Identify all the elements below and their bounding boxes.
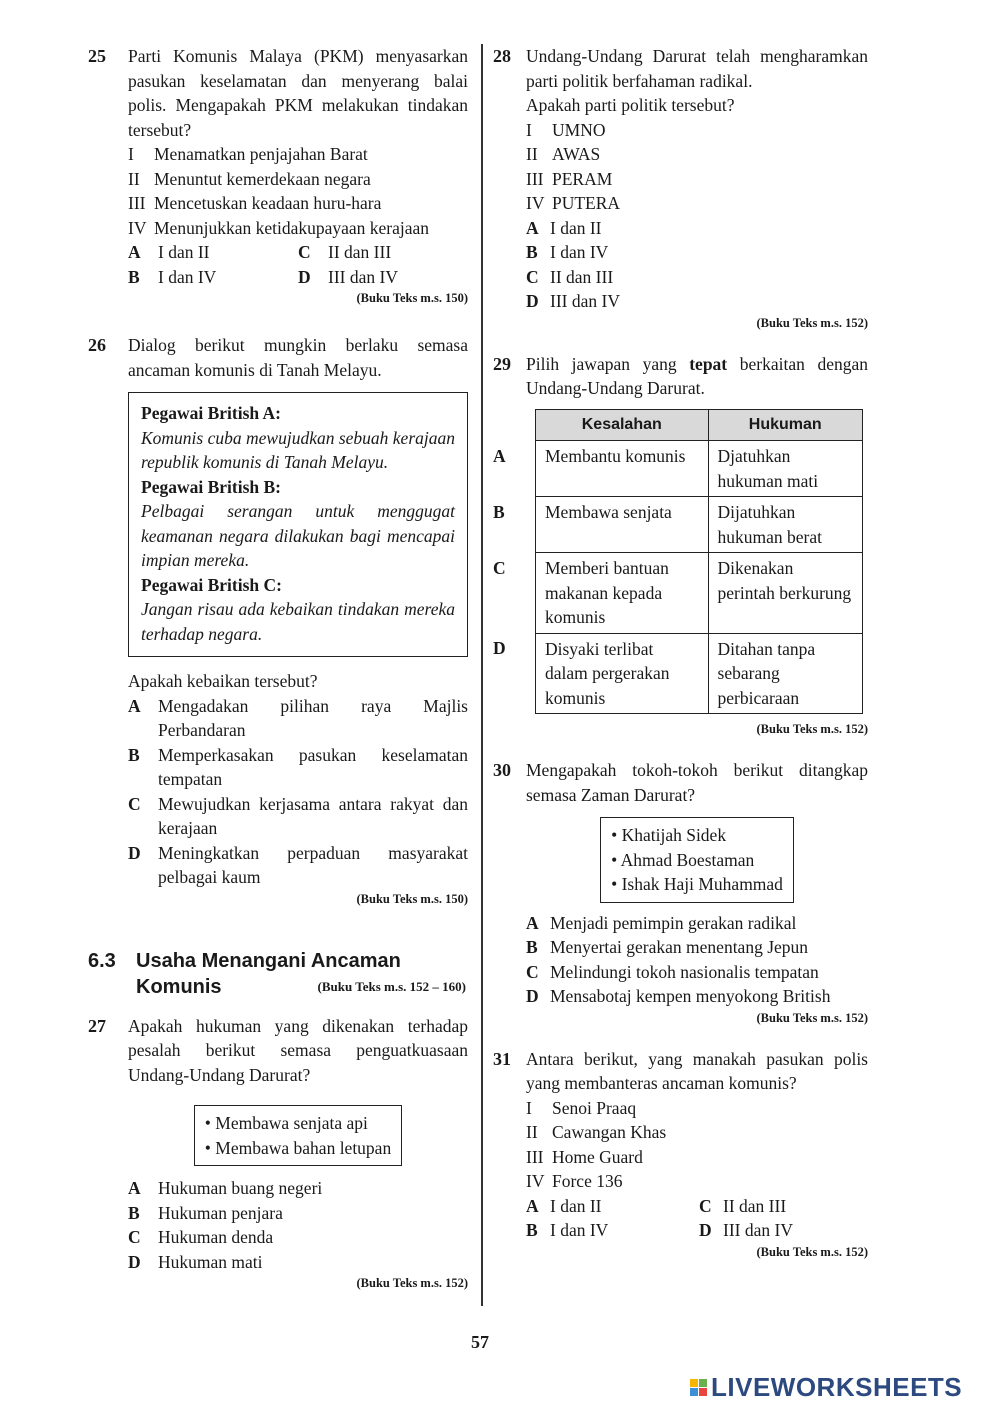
option-b[interactable]: B Memperkasakan pasukan keselamatan tempatan [128, 744, 468, 789]
question-text: Undang-Undang Darurat telah mengharamkan parti politik berfahaman radikal. [526, 46, 868, 91]
bullet-box-wrap [128, 1105, 468, 1166]
statement-item: II AWAS [526, 144, 601, 164]
statement-item: II Menuntut kemerdekaan negara [128, 168, 371, 189]
table-row[interactable]: D Disyaki terlibat dalam pergerakan komunis Ditahan tanpa sebarang perbicaraan [493, 633, 863, 714]
textbook-reference: (Buku Teks m.s. 152) [756, 315, 868, 330]
option-b[interactable]: B Menyertai gerakan menentang Jepun [526, 937, 809, 957]
statement-item: III PERAM [526, 168, 613, 189]
option-b[interactable]: B I dan IV [526, 1220, 609, 1240]
section-number: 6.3 [88, 949, 116, 972]
option-a[interactable]: A Menjadi pemimpin gerakan radikal [526, 912, 797, 933]
option-c[interactable]: C Melindungi tokoh nasionalis tempatan [526, 961, 819, 982]
statement-list [526, 1096, 868, 1194]
right-column [493, 44, 868, 1261]
statement-item: IV Menunjukkan ketidakupayaan kerajaan [128, 217, 430, 238]
brand-name: LIVEWORKSHEETS [711, 1372, 963, 1402]
section-title: Usaha Menangani Ancaman Komunis [136, 949, 401, 998]
option-a[interactable]: A I dan II [526, 217, 602, 238]
dialog-box [128, 392, 468, 657]
bullet-box [600, 817, 794, 903]
option-d[interactable]: D III dan IV [298, 266, 398, 287]
section-reference: (Buku Teks m.s. 152 – 160) [317, 978, 466, 994]
question-number: 26 [88, 335, 106, 355]
question-29 [493, 352, 868, 401]
question-text: Pilih jawapan yang tepat berkaitan dengan Undang-Undang Darurat. [526, 353, 869, 398]
textbook-reference: (Buku Teks m.s. 152) [756, 1244, 868, 1259]
option-d[interactable]: D Hukuman mati [128, 1251, 263, 1272]
option-b[interactable]: B I dan IV [526, 242, 609, 262]
option-b[interactable]: B I dan IV [128, 266, 217, 287]
table-row[interactable]: B Membawa senjata Dijatuhkan hukuman berat [493, 497, 863, 553]
option-c[interactable]: C II dan III [526, 266, 614, 287]
question-27 [88, 1014, 468, 1293]
column-divider [481, 44, 483, 1306]
question-number: 25 [88, 46, 106, 66]
answer-options [526, 911, 868, 1009]
speaker: Pegawai British B: [141, 476, 281, 497]
table-row[interactable]: C Memberi bantuan makanan kepada komunis Dikenakan perintah berkurung [493, 553, 863, 634]
option-c[interactable]: C Hukuman denda [128, 1227, 274, 1247]
speaker: Pegawai British A: [141, 403, 281, 423]
question-number: 29 [493, 353, 511, 374]
bullet-item: • Ishak Haji Muhammad [611, 872, 783, 897]
bullet-item: • Ahmad Boestaman [611, 848, 783, 873]
option-d[interactable]: D Meningkatkan perpaduan masyarakat pelbagai kaum [128, 842, 468, 887]
question-25 [88, 44, 468, 307]
option-d[interactable]: D III dan IV [526, 291, 620, 311]
question-number: 30 [493, 760, 511, 780]
question-text: Parti Komunis Malaya (PKM) menyasarkan pasukan keselamatan dan menyerang balai polis. Mengapakah PKM melakukan tindakan tersebut? [128, 46, 468, 140]
option-c[interactable]: C II dan III [699, 1195, 787, 1216]
option-a[interactable]: A Hukuman buang negeri [128, 1178, 323, 1198]
statement-item: I UMNO [526, 119, 606, 140]
option-d[interactable]: D III dan IV [699, 1220, 793, 1240]
table-header-row [493, 409, 863, 441]
question-text: Mengapakah tokoh-tokoh berikut ditangkap semasa Zaman Darurat? [526, 760, 868, 805]
option-a[interactable]: A Mengadakan pilihan raya Majlis Perbandaran [128, 695, 468, 740]
bullet-item: • Khatijah Sidek [611, 823, 783, 848]
question-text: Dialog berikut mungkin berlaku semasa ancaman komunis di Tanah Melayu. [128, 335, 468, 380]
textbook-reference: (Buku Teks m.s. 152) [756, 1010, 868, 1025]
table-row[interactable]: A Membantu komunis Djatuhkan hukuman mati [493, 441, 863, 497]
option-a[interactable]: A I dan II [128, 242, 210, 262]
section-heading [88, 948, 468, 1000]
option-c[interactable]: C Mewujudkan kerjasama antara rakyat dan kerajaan [128, 793, 468, 838]
question-26 [88, 333, 468, 908]
column-header: Kesalahan [536, 409, 709, 441]
question-number: 28 [493, 46, 511, 66]
statement-item: I Menamatkan penjajahan Barat [128, 144, 368, 164]
answer-options [526, 216, 868, 314]
bullet-box-wrap [526, 817, 868, 903]
textbook-reference: (Buku Teks m.s. 150) [356, 291, 468, 305]
statement-item: IV Force 136 [526, 1171, 623, 1191]
bullet-item: • Membawa bahan letupan [205, 1136, 391, 1161]
statement-list [128, 142, 468, 240]
statement-item: III Mencetuskan keadaan huru-hara [128, 193, 382, 213]
bullet-item: • Membawa senjata api [205, 1111, 391, 1136]
answer-options [128, 694, 468, 890]
bullet-box [194, 1105, 402, 1166]
statement-item: I Senoi Praaq [526, 1097, 637, 1118]
statement-list [526, 118, 868, 216]
textbook-reference: (Buku Teks m.s. 150) [356, 891, 468, 906]
answer-options [128, 240, 468, 289]
question-prompt: Apakah kebaikan tersebut? [128, 671, 318, 691]
liveworksheets-logo-icon [690, 1379, 707, 1396]
speaker: Pegawai British C: [141, 574, 282, 595]
textbook-reference: (Buku Teks m.s. 152) [356, 1276, 468, 1290]
question-text: Apakah hukuman yang dikenakan terhadap pesalah berikut semasa penguatkuasaan Undang-Undang Darurat? [128, 1015, 468, 1085]
statement-item: II Cawangan Khas [526, 1122, 667, 1142]
dialog-line: Jangan risau ada kebaikan tindakan mereka terhadap negara. [141, 599, 455, 644]
question-31 [493, 1047, 868, 1261]
question-prompt: Apakah parti politik tersebut? [526, 95, 735, 115]
answer-options [526, 1194, 868, 1243]
dialog-line: Pelbagai serangan untuk menggugat keamanan negara dilakukan bagi mencapai impian mereka. [141, 501, 455, 570]
answer-options [128, 1176, 468, 1274]
statement-item: III Home Guard [526, 1146, 643, 1167]
dialog-line: Komunis cuba mewujudkan sebuah kerajaan republik komunis di Tanah Melayu. [141, 427, 455, 472]
liveworksheets-brand[interactable] [690, 1372, 963, 1402]
column-header: Hukuman [708, 409, 862, 441]
statement-item: IV PUTERA [526, 193, 621, 213]
question-text: Antara berikut, yang manakah pasukan polis yang membanteras ancaman komunis? [526, 1048, 868, 1093]
option-b[interactable]: B Hukuman penjara [128, 1202, 283, 1223]
question-number: 27 [88, 1015, 106, 1036]
left-column [88, 44, 468, 1292]
textbook-reference: (Buku Teks m.s. 152) [756, 722, 868, 736]
question-28 [493, 44, 868, 332]
option-a[interactable]: A I dan II [526, 1195, 602, 1216]
offense-punishment-table [493, 409, 863, 715]
question-number: 31 [493, 1048, 511, 1069]
question-30 [493, 758, 868, 1027]
option-c[interactable]: C II dan III [298, 242, 392, 262]
option-d[interactable]: D Mensabotaj kempen menyokong British [526, 986, 831, 1006]
page-number: 57 [471, 1332, 489, 1352]
